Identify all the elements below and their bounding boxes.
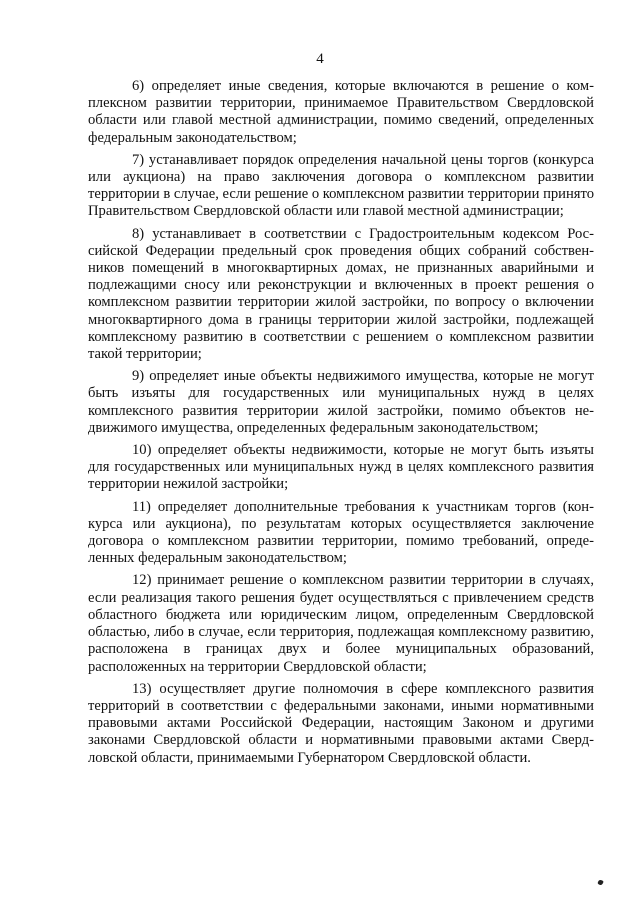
paragraph-item-12: 12) принимает решение о комплексном развитии территории в случаях, если реализация такого решения будет осуществляться с привлечением средств областного бюджета или юридическим лицом, определенным Свердловской областью, либо в случае, если территория, подлежащая комплексному развитию, расположена в границах двух и более муниципальных образований, расположенных на территории Свердловской области; [88,572,594,675]
document-body [88,78,594,772]
paragraph-item-7: 7) устанавливает порядок определения начальной цены торгов (конкурса или аукциона) на право заключения договора о комплексном развитии территории в случае, если решение о комплексном развитии территории принято Правительством Свердловской области или главой местной администрации; [88,151,594,220]
scan-speck [597,879,604,886]
paragraph-item-8: 8) устанавливает в соответствии с Градостроительным кодексом Российской Федерации предельный срок проведения общих собраний собственников помещений в многоквартирных домах, не признанных аварийными и подлежащими сносу или реконструкции и включенных в проект решения о комплексном развитии территории жилой застройки, по вопросу о включении многоквартирного дома в границы территории жилой застройки, подлежащей комплексному развитию в соответствии с решением о комплексном развитии такой территории; [88,225,594,363]
paragraph-item-6: 6) определяет иные сведения, которые включаются в решение о комплексном развитии территории, принимаемое Правительством Свердловской области или главой местной администрации, помимо сведений, определенных федеральным законодательством; [88,78,594,146]
paragraph-item-13: 13) осуществляет другие полномочия в сфере комплексного развития территорий в соответствии с федеральными законами, иными нормативными правовыми актами Российской Федерации, настоящим Законом и другими законами Свердловской области и нормативными правовыми актами Свердловской области, принимаемыми Губернатором Свердловской области. [88,680,594,766]
paragraph-item-9: 9) определяет иные объекты недвижимого имущества, которые не могут быть изъяты для государственных или муниципальных нужд в целях комплексного развития территории жилой застройки, помимо объектов недвижимого имущества, определенных федеральным законодательством; [88,368,594,436]
paragraph-item-10: 10) определяет объекты недвижимости, которые не могут быть изъяты для государственных или муниципальных нужд в целях комплексного развития территории нежилой застройки; [88,442,594,493]
page-number: 4 [316,51,324,67]
paragraph-item-11: 11) определяет дополнительные требования к участникам торгов (конкурса или аукциона), по результатам которых осуществляется заключение договора о комплексном развитии территории, помимо требований, определенных федеральным законодательством; [88,498,594,567]
